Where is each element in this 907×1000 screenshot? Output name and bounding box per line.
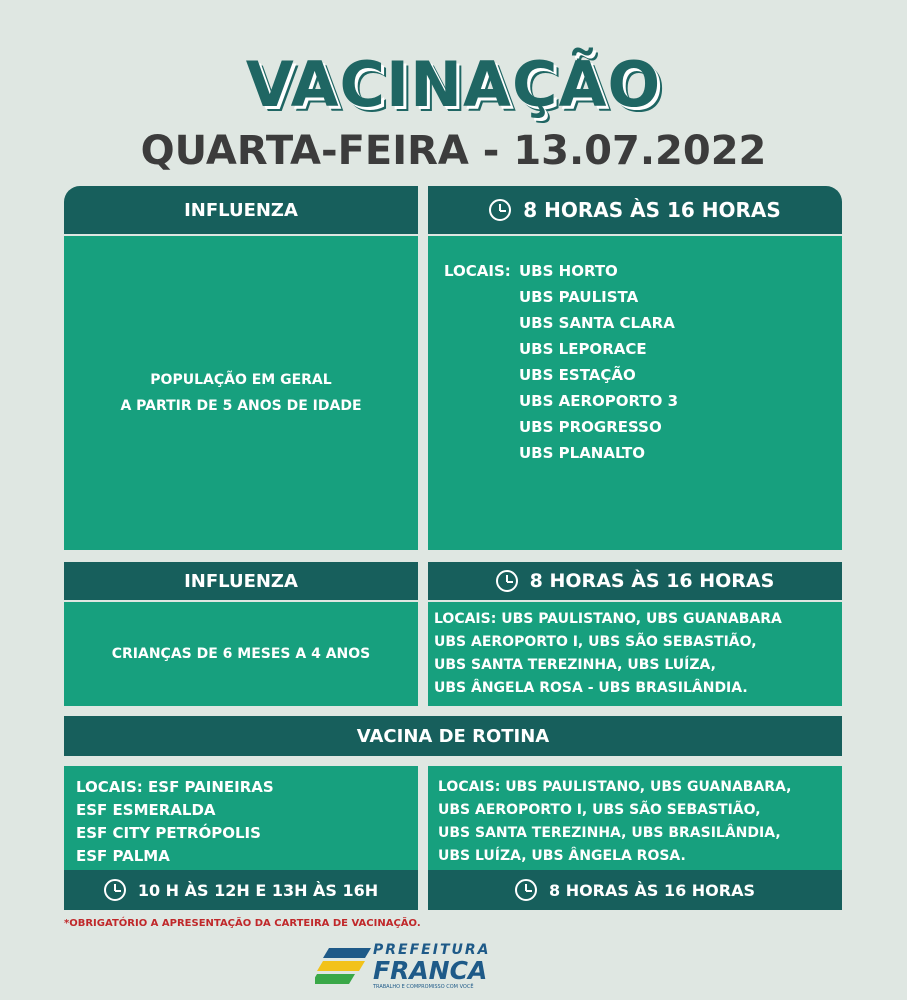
section1-locations-panel	[428, 236, 842, 550]
section1-left-title: INFLUENZA	[184, 199, 298, 221]
list-item: UBS SANTA CLARA	[519, 314, 675, 332]
list-item: UBS PAULISTANO, UBS GUANABARA	[501, 611, 782, 627]
list-item: UBS PAULISTANO, UBS GUANABARA,	[505, 779, 792, 795]
list-item: UBS AEROPORTO I, UBS SÃO SEBASTIÃO,	[434, 634, 757, 650]
list-item: ESF PAINEIRAS	[148, 778, 274, 796]
page-subtitle: QUARTA-FEIRA - 13.07.2022	[140, 128, 767, 174]
list-item: ESF CITY PETRÓPOLIS	[76, 824, 261, 842]
section1-audience-line2: A PARTIR DE 5 ANOS DE IDADE	[120, 398, 362, 414]
list-item: UBS SANTA TEREZINHA, UBS LUÍZA,	[434, 657, 716, 673]
section2-right-header	[428, 562, 842, 600]
section3-right-hours-bar	[428, 870, 842, 910]
clock-icon	[496, 570, 518, 592]
list-item: UBS HORTO	[519, 262, 618, 280]
section2-audience: CRIANÇAS DE 6 MESES A 4 ANOS	[111, 646, 371, 662]
section2-left-header	[64, 562, 418, 600]
list-item: UBS SANTA TEREZINHA, UBS BRASILÂNDIA,	[438, 825, 781, 841]
section3-left-locais-label: LOCAIS:	[76, 778, 143, 796]
section3-right-panel	[428, 766, 842, 870]
prefeitura-logo	[315, 942, 495, 994]
section1-left-header	[64, 186, 418, 234]
section2-audience-panel	[64, 602, 418, 706]
clock-icon	[104, 879, 126, 901]
section1-audience-line1: POPULAÇÃO EM GERAL	[150, 372, 332, 388]
logo-main-text: FRANCA	[373, 956, 488, 985]
clock-icon	[489, 199, 511, 221]
section2-locations-panel	[428, 602, 842, 706]
section3-right-hours: 8 HORAS ÀS 16 HORAS	[548, 880, 756, 900]
list-item: UBS PLANALTO	[519, 444, 646, 462]
section3-left-panel	[64, 766, 418, 870]
list-item: UBS AEROPORTO I, UBS SÃO SEBASTIÃO,	[438, 802, 761, 818]
section1-hours: 8 HORAS ÀS 16 HORAS	[523, 198, 781, 222]
list-item: UBS AEROPORTO 3	[519, 392, 679, 410]
logo-mark-icon	[315, 944, 371, 990]
list-item: UBS ESTAÇÃO	[519, 366, 636, 384]
footnote: *OBRIGATÓRIO A APRESENTAÇÃO DA CARTEIRA DE VACINAÇÃO.	[64, 918, 421, 929]
section2-left-title: INFLUENZA	[184, 570, 298, 592]
page-title: VACINAÇÃO	[245, 48, 662, 121]
section3-header	[64, 716, 842, 756]
section3-right-locais-label: LOCAIS:	[438, 779, 501, 795]
section3-left-hours-bar	[64, 870, 418, 910]
section3-left-hours: 10 H ÀS 12H E 13H ÀS 16H	[137, 880, 379, 900]
section2-hours: 8 HORAS ÀS 16 HORAS	[529, 570, 775, 592]
list-item: UBS PAULISTA	[519, 288, 639, 306]
list-item: ESF ESMERALDA	[76, 801, 216, 819]
list-item: UBS LEPORACE	[519, 340, 647, 358]
section1-locais-label: LOCAIS:	[444, 262, 511, 280]
list-item: UBS PROGRESSO	[519, 418, 662, 436]
logo-tagline: TRABALHO E COMPROMISSO COM VOCÊ	[373, 984, 474, 990]
logo-top-text: PREFEITURA	[373, 942, 491, 958]
clock-icon	[515, 879, 537, 901]
list-item: ESF PALMA	[76, 847, 170, 865]
section1-right-header	[428, 186, 842, 234]
section1-audience-panel	[64, 236, 418, 550]
list-item: UBS LUÍZA, UBS ÂNGELA ROSA.	[438, 848, 686, 864]
section2-locais-label: LOCAIS:	[434, 611, 497, 627]
section3-title: VACINA DE ROTINA	[356, 725, 550, 747]
list-item: UBS ÂNGELA ROSA - UBS BRASILÂNDIA.	[434, 680, 748, 696]
